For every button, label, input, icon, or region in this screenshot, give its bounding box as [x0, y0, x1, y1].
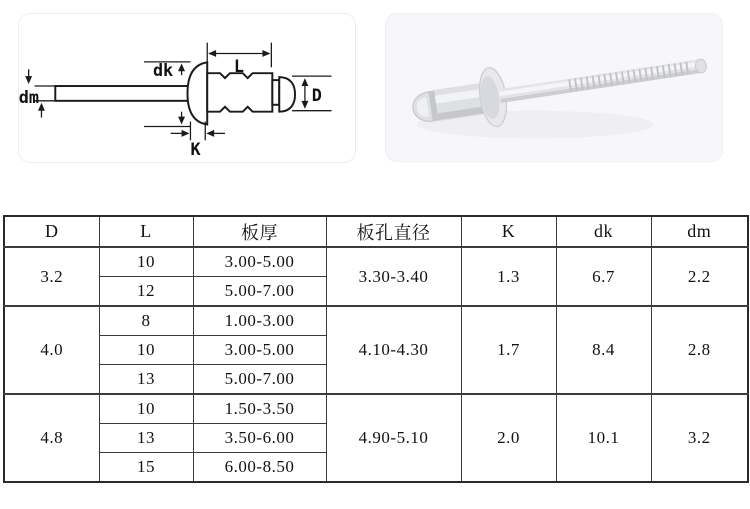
dim-label-L: L	[233, 56, 244, 77]
table-row	[4, 394, 748, 424]
column-header: dm	[651, 216, 748, 247]
table-row	[4, 247, 748, 277]
cell-plate-thickness: 6.00-8.50	[193, 453, 326, 483]
cell-length: 13	[99, 424, 193, 453]
dim-label-dm: dm	[18, 86, 39, 107]
cell-diameter: 4.0	[4, 306, 99, 394]
cell-length: 10	[99, 247, 193, 277]
dim-label-K: K	[190, 139, 201, 160]
cell-k: 1.7	[461, 306, 556, 394]
cell-hole-diameter: 4.10-4.30	[326, 306, 461, 394]
table-row	[4, 306, 748, 336]
rivet-body	[207, 73, 272, 111]
cell-length: 8	[99, 306, 193, 336]
header-row	[4, 216, 748, 247]
cell-plate-thickness: 3.00-5.00	[193, 247, 326, 277]
cell-length: 10	[99, 394, 193, 424]
cell-dm: 3.2	[651, 394, 748, 482]
cell-plate-thickness: 5.00-7.00	[193, 277, 326, 307]
dimension-L	[207, 43, 271, 77]
column-header: K	[461, 216, 556, 247]
cell-length: 12	[99, 277, 193, 307]
mandrel-neck	[272, 80, 279, 105]
column-header: 板厚	[193, 216, 326, 247]
cell-dk: 10.1	[556, 394, 651, 482]
cell-plate-thickness: 1.00-3.00	[193, 306, 326, 336]
cell-plate-thickness: 1.50-3.50	[193, 394, 326, 424]
column-header: dk	[556, 216, 651, 247]
dimension-dm	[19, 69, 56, 117]
cell-k: 2.0	[461, 394, 556, 482]
cell-length: 15	[99, 453, 193, 483]
dimension-K	[171, 122, 225, 160]
cell-hole-diameter: 4.90-5.10	[326, 394, 461, 482]
rivet-diagram-card	[18, 13, 356, 163]
cell-dm: 2.8	[651, 306, 748, 394]
dim-label-D: D	[311, 84, 322, 105]
cell-length: 13	[99, 365, 193, 395]
cell-dm: 2.2	[651, 247, 748, 306]
column-header: 板孔直径	[326, 216, 461, 247]
cell-plate-thickness: 3.50-6.00	[193, 424, 326, 453]
cell-plate-thickness: 3.00-5.00	[193, 336, 326, 365]
column-header: D	[4, 216, 99, 247]
dim-label-dk: dk	[152, 60, 174, 81]
dimension-D	[292, 76, 331, 111]
mandrel-stem	[55, 86, 190, 101]
cell-length: 10	[99, 336, 193, 365]
cell-plate-thickness: 5.00-7.00	[193, 365, 326, 395]
cell-dk: 8.4	[556, 306, 651, 394]
rivet-photo-card	[385, 13, 723, 162]
cell-k: 1.3	[461, 247, 556, 306]
spec-table	[3, 215, 749, 483]
rivet-photo	[386, 14, 722, 161]
cell-diameter: 4.8	[4, 394, 99, 482]
rivet-dimension-diagram	[19, 14, 355, 162]
column-header: L	[99, 216, 193, 247]
cell-hole-diameter: 3.30-3.40	[326, 247, 461, 306]
rivet-head	[187, 62, 207, 124]
cell-diameter: 3.2	[4, 247, 99, 306]
mandrel-head	[279, 77, 295, 112]
cell-dk: 6.7	[556, 247, 651, 306]
